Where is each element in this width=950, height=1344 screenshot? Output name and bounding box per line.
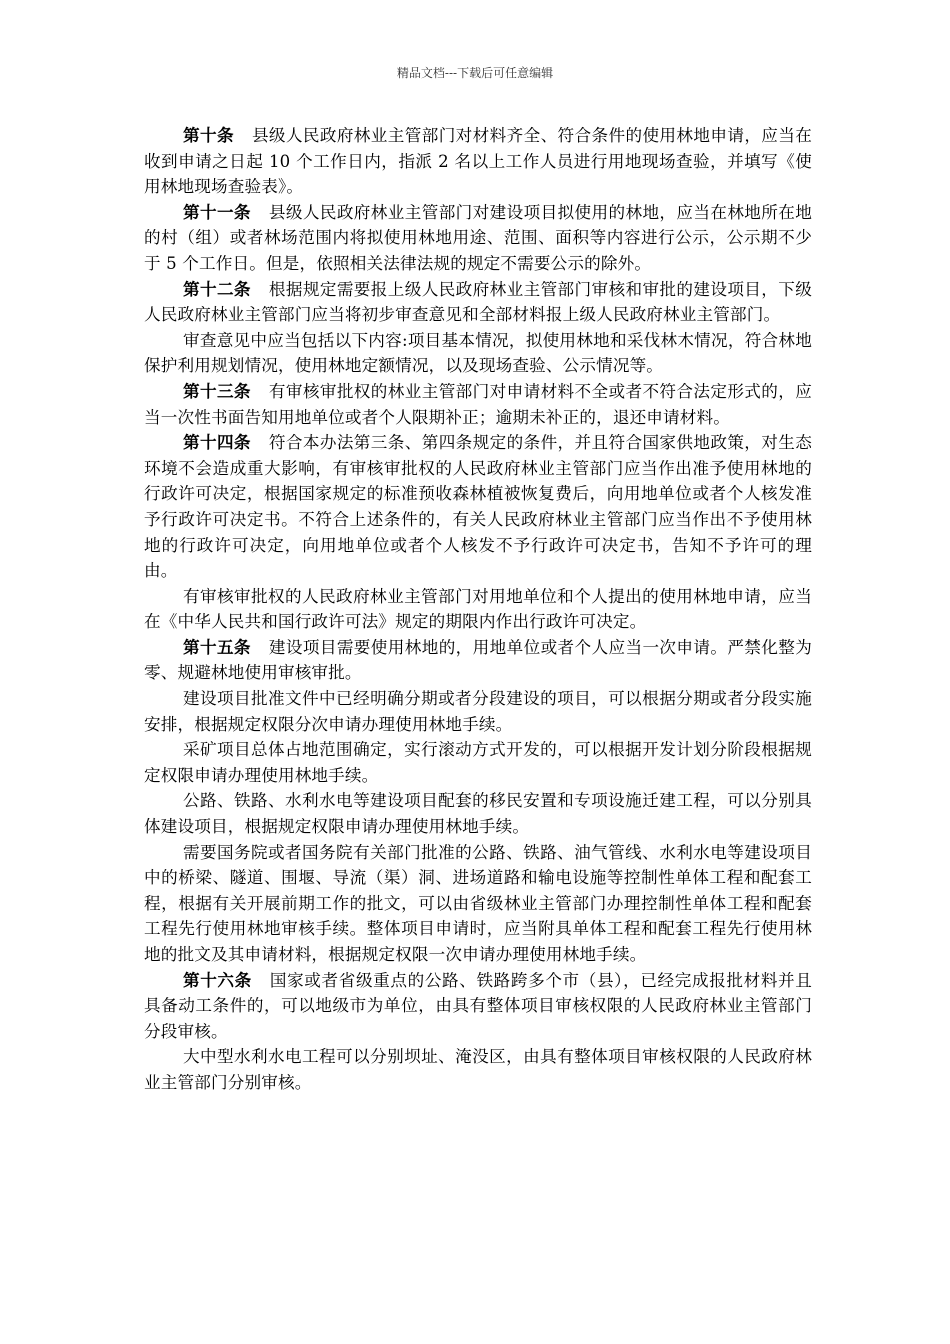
paragraph-article-13 bbox=[144, 379, 812, 430]
paragraph-article-11 bbox=[144, 200, 812, 277]
paragraph-article-14 bbox=[144, 430, 812, 584]
article-number: 第十三条 bbox=[183, 380, 251, 401]
paragraph-text: 符合本办法第三条、第四条规定的条件，并且符合国家供地政策，对生态环境不会造成重大影响，有审核审批权的人民政府林业主管部门应当作出准予使用林地的行政许可决定，根据国家规定的标准预收森林植被恢复费后，向用地单位或者个人核发准予行政许可决定书。不符合上述条件的，有关人民政府林业主管部门应当作出不予使用林地的行政许可决定，向用地单位或者个人核发不予行政许可决定书，告知不予许可的理由。 bbox=[144, 433, 812, 581]
document-body bbox=[144, 123, 812, 1096]
paragraph-resettlement bbox=[144, 788, 812, 839]
paragraph-text: 采矿项目总体占地范围确定，实行滚动方式开发的，可以根据开发计划分阶段根据规定权限申请办理使用林地手续。 bbox=[144, 740, 812, 785]
paragraph-text: 有审核审批权的林业主管部门对申请材料不全或者不符合法定形式的，应当一次性书面告知用地单位或者个人限期补正；逾期未补正的，退还申请材料。 bbox=[144, 381, 812, 427]
paragraph-text: 需要国务院或者国务院有关部门批准的公路、铁路、油气管线、水利水电等建设项目中的桥梁、隧道、围堰、导流（渠）洞、进场道路和输电设施等控制性单体工程和配套工程，根据有关开展前期工作的批文，可以由省级林业主管部门办理控制性单体工程和配套工程先行使用林地审核手续。整体项目申请时，应当附具单体工程和配套工程先行使用林地的批文及其申请材料，根据规定权限一次申请办理使用林地手续。 bbox=[144, 842, 812, 964]
article-number: 第十二条 bbox=[183, 278, 251, 299]
paragraph-text: 有审核审批权的人民政府林业主管部门对用地单位和个人提出的使用林地申请，应当在《中华人民共和国行政许可法》规定的期限内作出行政许可决定。 bbox=[144, 586, 812, 632]
article-number: 第十四条 bbox=[183, 432, 251, 453]
paragraph-text: 县级人民政府林业主管部门对建设项目拟使用的林地，应当在林地所在地的村（组）或者林场范围内将拟使用林地用途、范围、面积等内容进行公示，公示期不少于 5 个工作日。但是，依照相关法律法规的规定不需要公示的除外。 bbox=[144, 202, 812, 273]
paragraph-article-10 bbox=[144, 123, 812, 200]
article-number: 第十六条 bbox=[183, 969, 252, 990]
paragraph-article-15 bbox=[144, 635, 812, 686]
article-number: 第十条 bbox=[183, 125, 234, 145]
page-header: 精品文档---下载后可任意编辑 bbox=[396, 66, 554, 80]
paragraph-mining-projects bbox=[144, 737, 812, 788]
paragraph-hydropower bbox=[144, 1044, 812, 1095]
paragraph-article-16 bbox=[144, 968, 812, 1045]
paragraph-text: 县级人民政府林业主管部门对材料齐全、符合条件的使用林地申请，应当在收到申请之日起 10 个工作日内，指派 2 名以上工作人员进行用地现场查验，并填写《使用林地现场查验表》。 bbox=[144, 126, 812, 197]
paragraph-text: 国家或者省级重点的公路、铁路跨多个市（县），已经完成报批材料并且具备动工条件的，可以地级市为单位，由具有整体项目审核权限的人民政府林业主管部门分段审核。 bbox=[144, 970, 813, 1041]
paragraph-text: 大中型水利水电工程可以分别坝址、淹没区，由具有整体项目审核权限的人民政府林业主管部门分别审核。 bbox=[144, 1047, 812, 1092]
paragraph-article-12 bbox=[144, 277, 812, 328]
paragraph-text: 建设项目需要使用林地的，用地单位或者个人应当一次申请。严禁化整为零、规避林地使用审核审批。 bbox=[144, 637, 812, 683]
paragraph-state-council-projects bbox=[144, 840, 812, 968]
paragraph-text: 建设项目批准文件中已经明确分期或者分段建设的项目，可以根据分期或者分段实施安排，根据规定权限分次申请办理使用林地手续。 bbox=[144, 689, 812, 734]
paragraph-text: 审查意见中应当包括以下内容:项目基本情况，拟使用林地和采伐林木情况，符合林地保护利用规划情况，使用林地定额情况，以及现场查验、公示情况等。 bbox=[144, 330, 812, 376]
paragraph-text: 根据规定需要报上级人民政府林业主管部门审核和审批的建设项目，下级人民政府林业主管部门应当将初步审查意见和全部材料报上级人民政府林业主管部门。 bbox=[144, 279, 812, 325]
paragraph-permit-decision bbox=[144, 584, 812, 635]
paragraph-text: 公路、铁路、水利水电等建设项目配套的移民安置和专项设施迁建工程，可以分别具体建设项目，根据规定权限申请办理使用林地手续。 bbox=[144, 791, 812, 837]
paragraph-phased-projects bbox=[144, 686, 812, 737]
paragraph-review-opinion bbox=[144, 328, 812, 379]
article-number: 第十一条 bbox=[183, 201, 251, 222]
article-number: 第十五条 bbox=[183, 636, 251, 657]
